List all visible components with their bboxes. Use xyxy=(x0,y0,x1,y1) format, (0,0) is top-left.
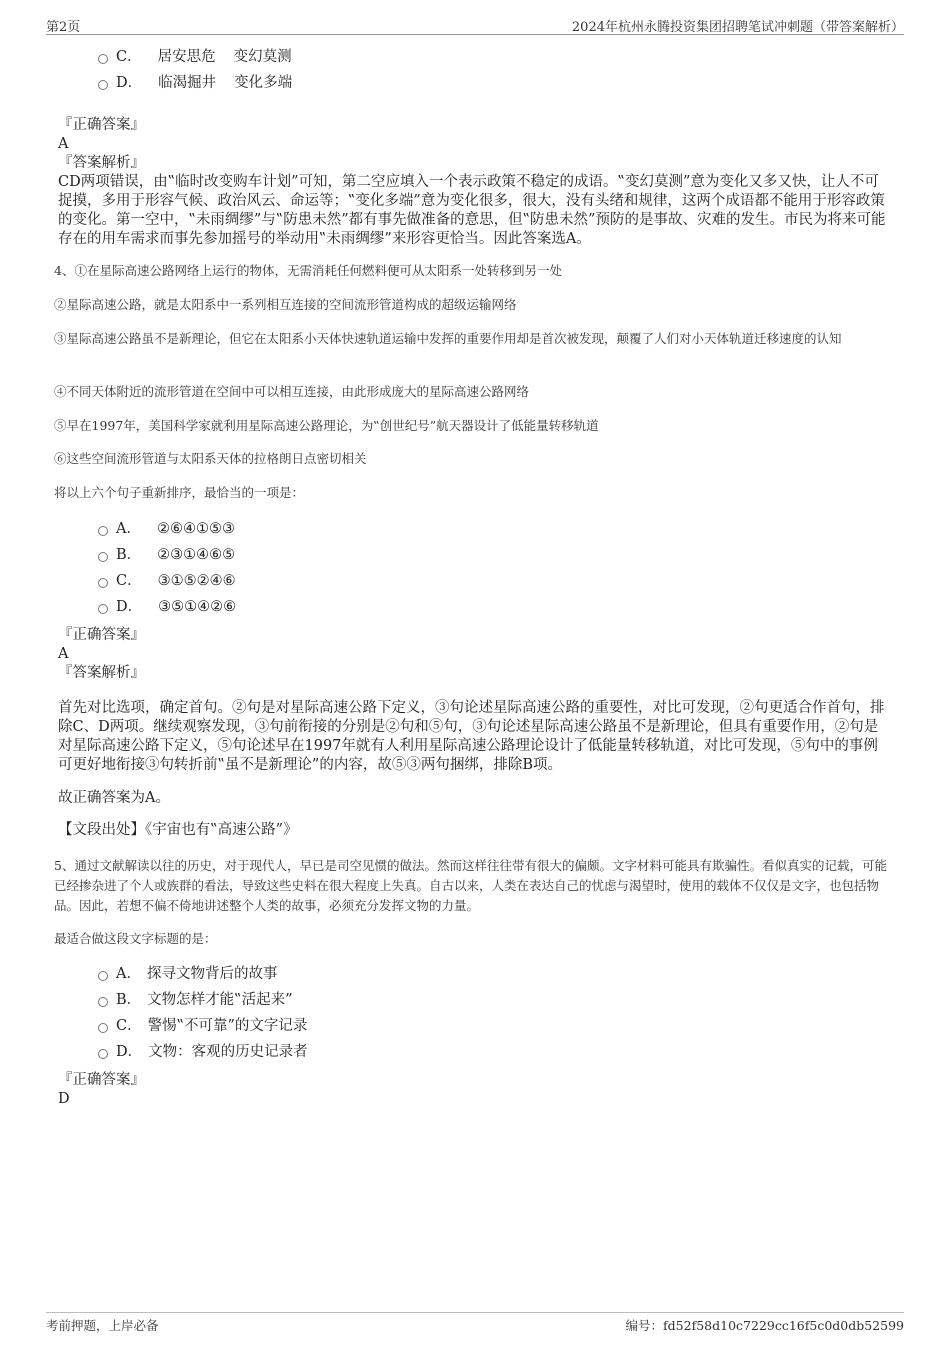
q5-stem: 5、通过文献解读以往的历史，对于现代人，早已是司空见惯的做法。然而这样往往带有很大的偏颇。文字材料可能具有欺骗性。看似真实的记载，可能已经掺杂进了个人或族群的看法，导致这些史料在很大程度上失真。自古以来，人类在表达自己的忧虑与渴望时，使用的载体不仅仅是文字，也包括物品。因此，若想不偏不倚地讲述整个人类的故事，必须充分发挥文物的力量。 xyxy=(54,858,887,913)
radio-icon[interactable] xyxy=(98,526,108,536)
q4-sentence-5: ⑤早在1997年，美国科学家就利用星际高速公路理论，为‟创世纪号”航天器设计了低能量转移轨道 xyxy=(54,418,599,433)
radio-icon[interactable] xyxy=(98,80,108,90)
q4-analysis-text: 首先对比选项，确定首句。②句是对星际高速公路下定义，③句论述星际高速公路的重要性，对比可发现，②句更适合作首句，排除C、D两项。继续观察发现，③句前衔接的分别是②句和⑤句，③句论述星际高速公路虽不是新理论，但具有重要作用，②句是对星际高速公路下定义，⑤句论述早在1997年就有人利用星际高速公路理论设计了低能量转移轨道，对比可发现，⑤句中的事例可更好地衔接③句转折前‟虽不是新理论”的内容，故⑤③两句捆绑，排除B项。 xyxy=(58,700,885,773)
answer-value: A xyxy=(58,136,69,152)
q5-option-a[interactable]: A． 探寻文物背后的故事 xyxy=(98,964,277,984)
answer-label: 『正确答案』 xyxy=(58,627,145,643)
q4-prompt: 将以上六个句子重新排序，最恰当的一项是： xyxy=(54,485,305,500)
answer-value: D xyxy=(58,1091,70,1107)
q5-option-d[interactable]: D． 文物：客观的历史记录者 xyxy=(98,1042,308,1062)
radio-icon[interactable] xyxy=(98,1049,108,1059)
code-label: 编号： xyxy=(625,1318,664,1333)
q4-answer-block xyxy=(58,626,892,683)
analysis-label: 『答案解析』 xyxy=(58,155,145,171)
q5-prompt: 最适合做这段文字标题的是： xyxy=(54,931,217,946)
answer-label: 『正确答案』 xyxy=(58,1072,145,1088)
q5-option-b[interactable]: B． 文物怎样才能‟活起来” xyxy=(98,990,292,1010)
code-value: fd52f58d10c7229cc16f5c0d0db52599 xyxy=(663,1318,904,1333)
q5-option-c[interactable]: C． 警惕‟不可靠”的文字记录 xyxy=(98,1016,307,1036)
analysis-text: CD两项错误，由‟临时改变购车计划”可知，第二空应填入一个表示政策不稳定的成语。‟变幻莫测”意为变化又多又快，让人不可捉摸，多用于形容气候、政治风云、命运等；‟变化多端”意为变化很多，很大，没有头绪和规律，这两个成语都不能用于形容政策的变化。第一空中，‟未雨绸缪”与‟防患未然”都有事先做准备的意思，但‟防患未然”预防的是事故、灾难的发生。市民为将来可能存在的用车需求而事先参加摇号的举动用‟未雨绸缪”来形容更恰当。因此答案选A。 xyxy=(58,174,886,247)
q4-sentence-1: 4、①在星际高速公路网络上运行的物体，无需消耗任何燃料便可从太阳系一处转移到另一处 xyxy=(54,263,562,278)
radio-icon[interactable] xyxy=(98,578,108,588)
q5-answer-block xyxy=(58,1071,892,1109)
document-title: 2024年杭州永腾投资集团招聘笔试冲刺题（带答案解析） xyxy=(571,20,904,35)
q4-sentence-6: ⑥这些空间流形管道与太阳系天体的拉格朗日点密切相关 xyxy=(54,451,367,466)
page-footer xyxy=(46,1312,904,1335)
answer-value: A xyxy=(58,646,69,662)
radio-icon[interactable] xyxy=(98,54,108,64)
q4-option-d[interactable]: D． ③⑤①④②⑥ xyxy=(98,597,236,617)
radio-icon[interactable] xyxy=(98,971,108,981)
q4-sentence-2: ②星际高速公路，就是太阳系中一系列相互连接的空间流形管道构成的超级运输网络 xyxy=(54,297,517,312)
q3-option-c[interactable]: C． 居安思危 变幻莫测 xyxy=(98,47,292,67)
q4-option-b[interactable]: B． ②③①④⑥⑤ xyxy=(98,545,235,565)
radio-icon[interactable] xyxy=(98,604,108,614)
footer-slogan: 考前押题，上岸必备 xyxy=(46,1318,159,1333)
page-header xyxy=(46,14,904,35)
q4-source: 【文段出处】《宇宙也有‟高速公路”》 xyxy=(58,822,298,838)
radio-icon[interactable] xyxy=(98,997,108,1007)
radio-icon[interactable] xyxy=(98,552,108,562)
analysis-label: 『答案解析』 xyxy=(58,665,145,681)
q4-option-a[interactable]: A． ②⑥④①⑤③ xyxy=(98,519,235,539)
page-number: 第2页 xyxy=(46,20,81,35)
document-code xyxy=(626,1316,904,1334)
q4-option-c[interactable]: C． ③①⑤②④⑥ xyxy=(98,571,236,591)
q3-option-d[interactable]: D． 临渴掘井 变化多端 xyxy=(98,73,292,93)
radio-icon[interactable] xyxy=(98,1023,108,1033)
q3-answer-block xyxy=(58,116,892,249)
q4-sentence-4: ④不同天体附近的流形管道在空间中可以相互连接，由此形成庞大的星际高速公路网络 xyxy=(54,384,530,399)
q4-sentence-3: ③星际高速公路虽不是新理论，但它在太阳系小天体快速轨道运输中发挥的重要作用却是首次被发现，颠覆了人们对小天体轨道迁移速度的认知 xyxy=(54,331,842,346)
answer-label: 『正确答案』 xyxy=(58,117,145,133)
q4-conclusion: 故正确答案为A。 xyxy=(58,790,170,806)
